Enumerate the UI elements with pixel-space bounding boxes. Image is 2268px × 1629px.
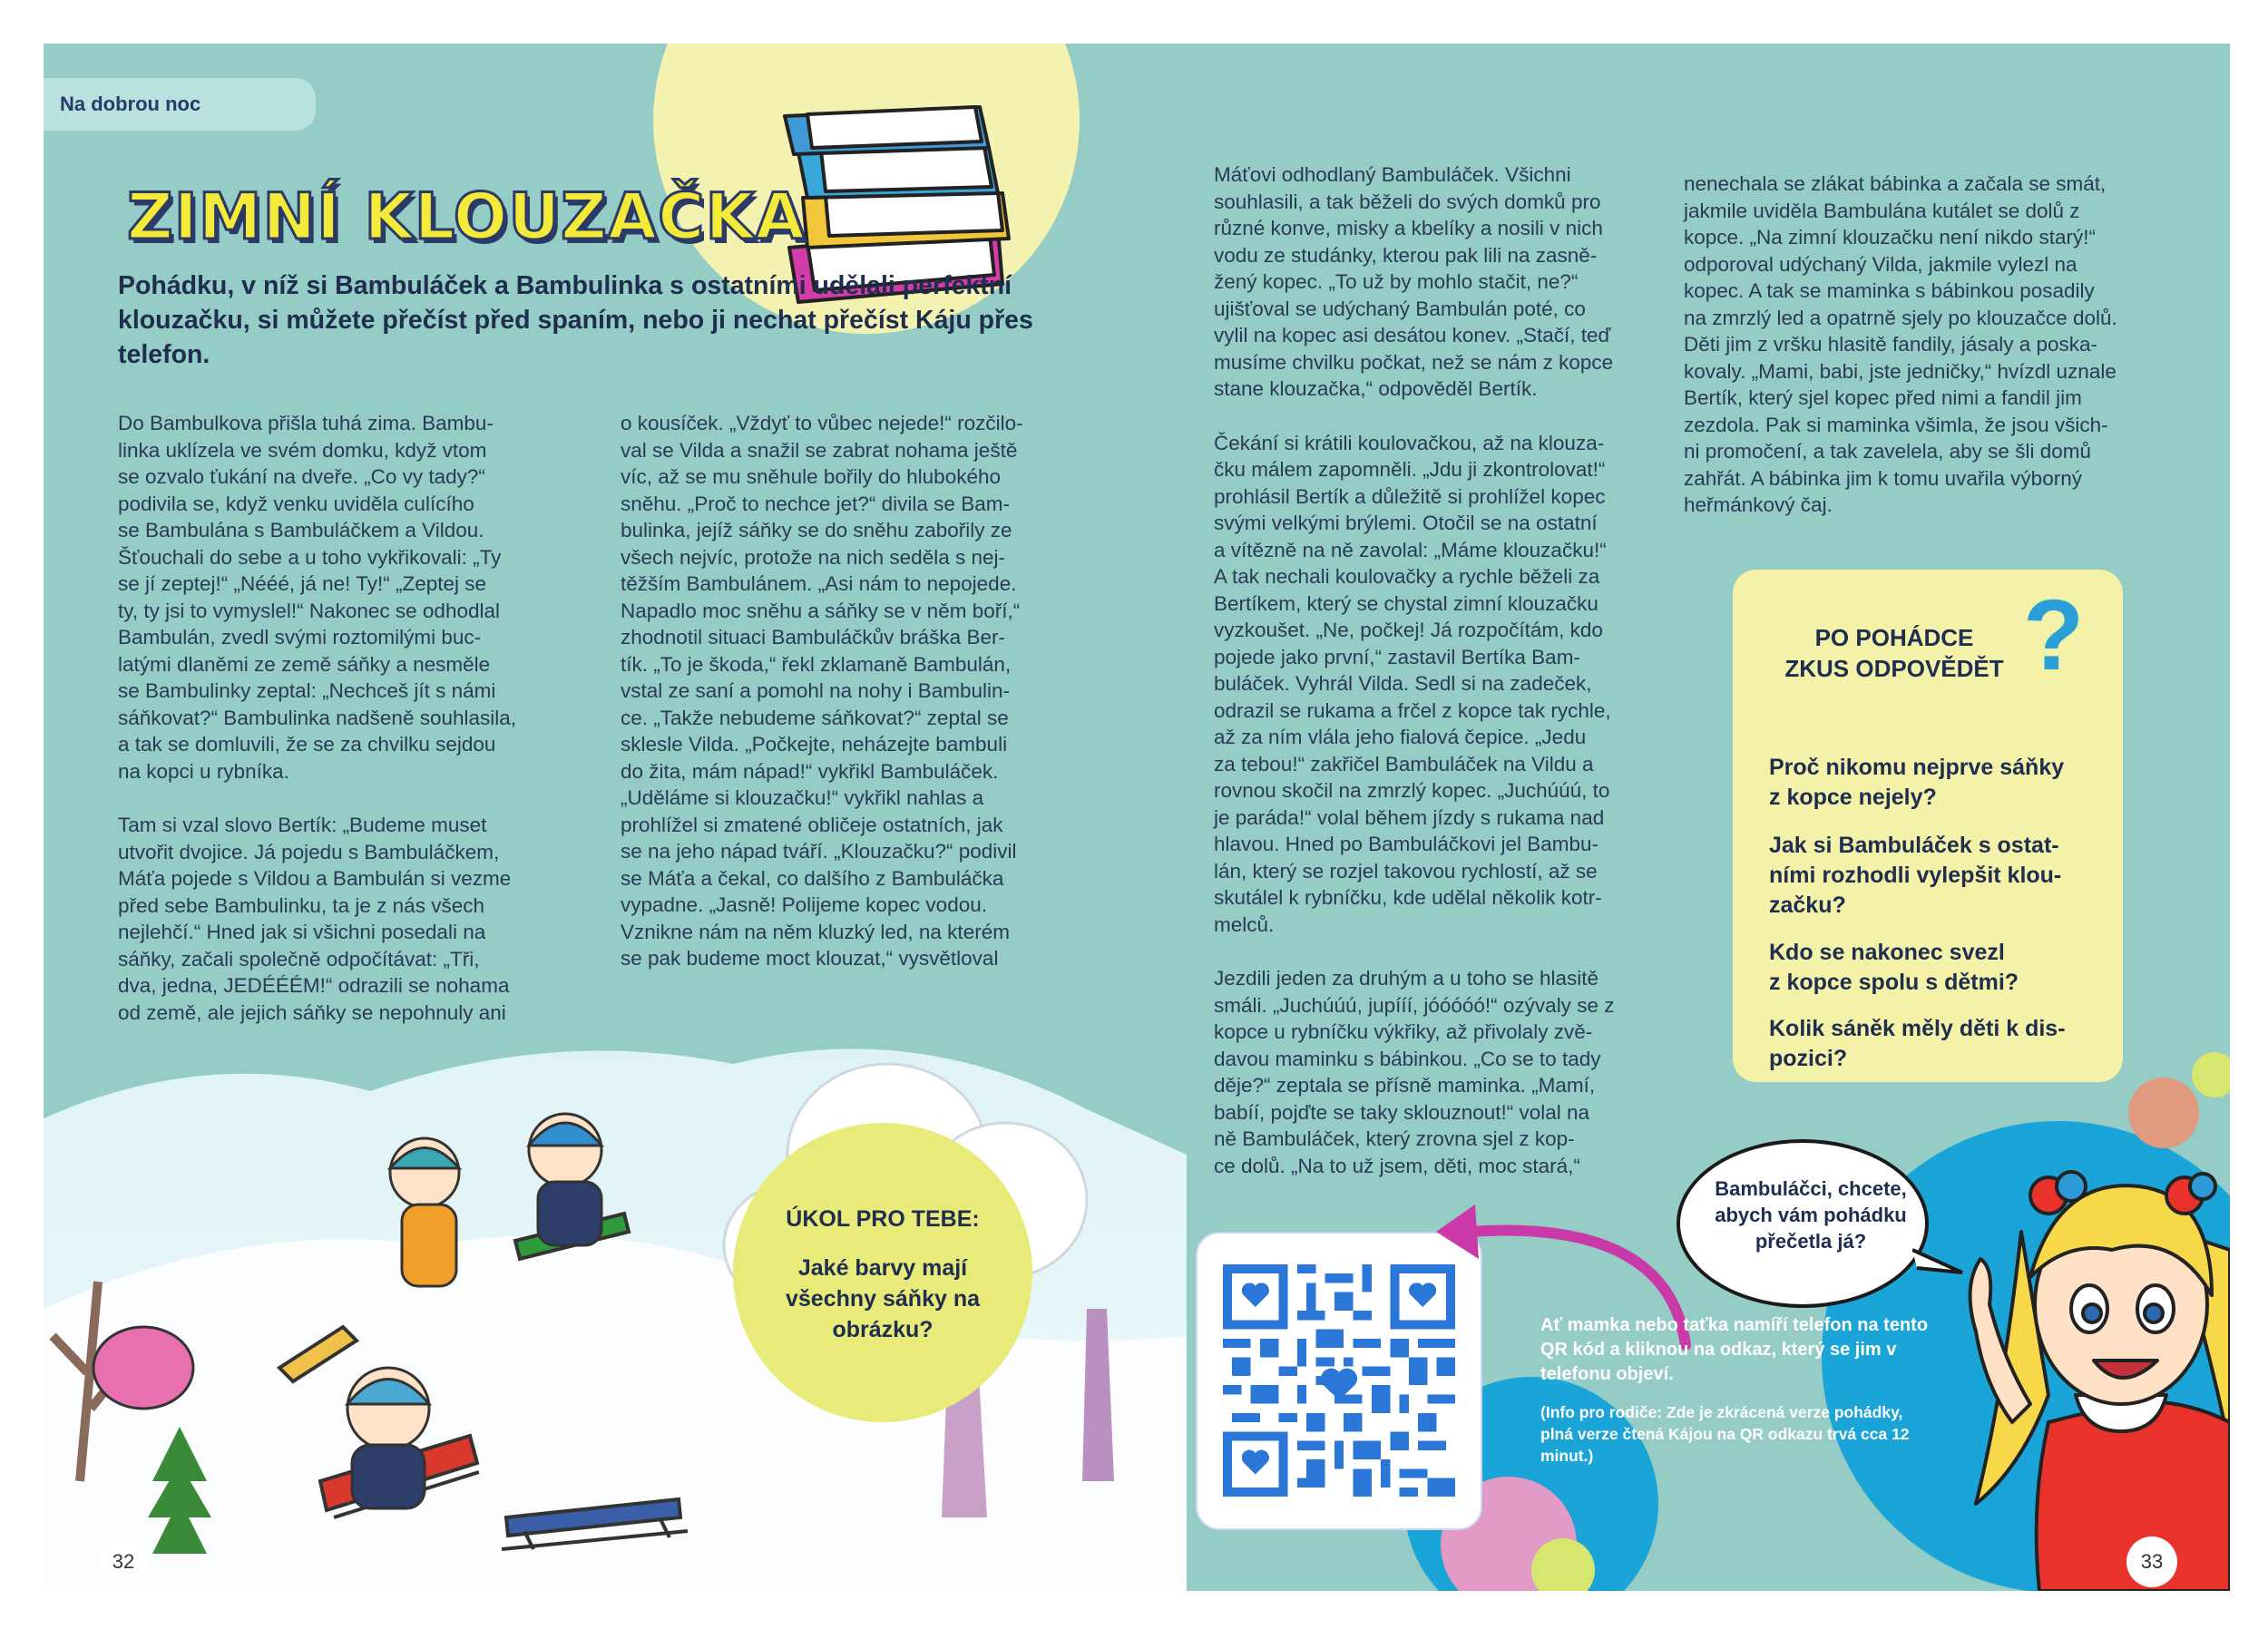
- magazine-spread: [44, 44, 2230, 1591]
- task-text: Jaké barvy mají všechny sáňky na obrázku?: [785, 1255, 980, 1342]
- story-column-3: [1214, 161, 1695, 1206]
- decor-circle: [2192, 1052, 2230, 1097]
- task-title: ÚKOL PRO TEBE:: [786, 1206, 980, 1232]
- quiz-question: Jak si Bambuláček s ostat- ními rozhodli vylepšit klou- začku?: [1769, 833, 2062, 918]
- story-column-1: [118, 410, 572, 1053]
- page-number-left: 32: [98, 1536, 149, 1587]
- story-paragraph: nenechala se zlákat bábinka a začala se smát, jakmile uviděla Bambulána kutálet se dolů z kopce. „Na zimní klouzačku není nikdo starý!“ odporoval udýchaný Vilda, jakmile vylezl na kopec. A tak se maminka s bábinkou posadily na zmrzlý led a opatrně sjely po klouzačce dolů. Děti jim z vršku hlasitě fandily, jásaly a poska- kovaly. „Mami, babi, jste jedničky,“ hvízdl uznale Bertík, který sjel kopec před nimi a fandil jim zezdola. Pak si maminka všimla, že jsou všich- ni promočení, a tak zavelela, aby se šli domů zahřát. A bábinka jim k tomu uvařila výborný heřmánkový čaj.: [1684, 172, 2117, 516]
- story-paragraph: Čekání si krátili koulovačkou, až na klouza- čku málem zapomněli. „Jdu ji zkontrolovat!“ prohlásil Bertík a důležitě si prohlížel kopec svými velkými brýlemi. Otočil se na ostatní a vítězně na ně zavolal: „Máme klouzačku!“ A tak nechali koulovačky a rychle běželi za Bertíkem, který se chystal zimní klouzačku vyzkoušet. „Ne, počkej! Já rozpočítám, kdo pojede jako první,“ zastavil Bertíka Bam- buláček. Vyhrál Vilda. Sedl si na zadeček, odrazil se rukama a frčel z kopce tak rychle, až za ním vlála jeho fialová čepice. „Jedu za tebou!“ zakřičel Bambuláček na Vildu a rovnou skočil na zmrzlý kopec. „Juchúúú, to je paráda!“ volal během jízdy s rukama nad hlavou. Hned po Bambuláčkovi jel Bambu- lán, který se rozjel takovou rychlostí, až se skutálel k rybníčku, kde udělal několik kotr- melců.: [1214, 431, 1611, 936]
- story-column-4: [1684, 171, 2192, 546]
- story-column-2: [621, 410, 1110, 1000]
- story-paragraph: Tam si vzal slovo Bertík: „Budeme muset utvořit dvojice. Já pojedu s Bambuláčkem, Máťa pojede s Vildou a Bambulán si vezme před sebe Bambulinku, ta je z nás všech nejlehčí.“ Hned jak si všichni posedali na sáňky, začali společně odpočítávat: „Tři, dva, jedna, JEDÉÉÉM!“ odrazili se nohama od země, ale jejich sáňky se nepohnuly ani: [118, 814, 512, 1024]
- qr-parent-note: (Info pro rodiče: Zde je zkrácená verze pohádky, plná verze čtená Kájou na QR odkazu trvá cca 12 minut.): [1540, 1403, 1910, 1465]
- qr-info: [1540, 1313, 1940, 1467]
- story-paragraph: Jezdili jeden za druhým a u toho se hlasitě smáli. „Juchúúú, jupííí, jóóóóó!“ ozývaly se z kopce u rybníčku výkřiky, až přivolaly zvě- davou maminku s bábinkou. „Co se to tady děje?“ zeptala se přísně maminka. „Mamí, babíí, pojďte se taky sklouznout!“ volal na ně Bambuláček, který zrovna sjel z kop- ce dolů. „Na to už jsem, děti, moc stará,“: [1214, 967, 1615, 1177]
- quiz-question: Kdo se nakonec svezl z kopce spolu s dětmi?: [1769, 940, 2019, 995]
- story-paragraph: o kousíček. „Vždyť to vůbec nejede!“ rozčilo- val se Vilda a snažil se zabrat nohama ještě víc, až se mu sněhule bořily do hlubokého sněhu. „Proč to nechce jet?“ divila se Bam- bulinka, jejíž sáňky se do sněhu zabořily ze všech nejvíc, protože na nich seděla s nej- těžším Bambulánem. „Asi nám to nepojede. Napadlo moc sněhu a sáňky se v něm boří,“ zhodnotil situaci Bambuláčkův bráška Ber- tík. „To je škoda,“ řekl zklamaně Bambulán, vstal ze saní a pomohl na nohy i Bambulin- ce. „Takže nebudeme sáňkovat?“ zeptal se sklesle Vilda. „Počkejte, neházejte bambuli do žita, mám nápad!“ vykřikl Bambuláček. „Uděláme si klouzačku!“ vykřikl nahlas a prohlížel si zmatené obličeje ostatních, jak se na jeho nápad tváří. „Klouzačku?“ podivil se Máťa a čekal, co dalšího z Bambuláčka vypadne. „Jasně! Polijeme kopec vodou. Vznikne nám na něm kluzký led, na kterém se pak budeme moct klouzat,“ vysvětloval: [621, 412, 1023, 970]
- page-number-right: 33: [2126, 1536, 2177, 1587]
- bubble-text: Bambuláčci, chcete, abych vám pohádku přečetla já?: [1715, 1177, 1907, 1253]
- question-mark-icon: ?: [2023, 580, 2085, 691]
- story-paragraph: Do Bambulkova přišla tuhá zima. Bambu- linka uklízela ve svém domku, když vtom se ozvalo ťukání na dveře. „Co vy tady?“ podivila se, když venku uviděla culícího se Bambulána s Bambuláčkem a Vildou. Šťouchali do sebe a u toho vykřikovali: „Ty se jí zeptej!“ „Nééé, já ne! Ty!“ „Zeptej se ty, ty jsi to vymyslel!“ Nakonec se odhodlal Bambulán, zvedl svými roztomilými buc- latými dlaněmi ze země sáňky a nesměle se Bambulinky zeptal: „Nechceš jít s námi sáňkovat?“ Bambulinka nadšeně souhlasila, a tak se domluvili, že se za chvilku sejdou na kopci u rybníka.: [118, 412, 517, 783]
- quiz-question: Kolik sáněk měly děti k dis- pozici?: [1769, 1016, 2066, 1071]
- quiz-question: Proč nikomu nejprve sáňky z kopce nejely?: [1769, 755, 2065, 810]
- story-paragraph: Máťovi odhodlaný Bambuláček. Všichni souhlasili, a tak běželi do svých domků pro různé konve, misky a kbelíky a nosili v nich vodu ze studánky, kterou pak lili na zasně- žený kopec. „To už by mohlo stačit, ne?“ ujišťoval se udýchaný Bambulán poté, co vylil na kopec asi desátou konev. „Stačí, teď musíme chvilku počkat, než se nám z kopce stane klouzačka,“ odpověděl Bertík.: [1214, 163, 1614, 400]
- quiz-box: [1733, 570, 2123, 1082]
- girl-character: [1940, 1123, 2230, 1591]
- qr-instructions: Ať mamka nebo taťka namíří telefon na tento QR kód a kliknou na odkaz, který se jim v telefonu objeví.: [1540, 1315, 1929, 1384]
- task-circle: [733, 1123, 1032, 1422]
- section-tab: Na dobrou noc: [44, 78, 316, 131]
- story-title: ZIMNÍ KLOUZAČKA: [127, 180, 806, 254]
- quiz-title: PO POHÁDCE ZKUS ODPOVĚDĚT: [1784, 624, 2004, 682]
- intro-paragraph: Pohádku, v níž si Bambuláček a Bambulinka s ostatními udělali perfektní klouzačku, si můžete přečíst před spaním, nebo ji nechat přečíst Káju přes telefon.: [118, 271, 1033, 369]
